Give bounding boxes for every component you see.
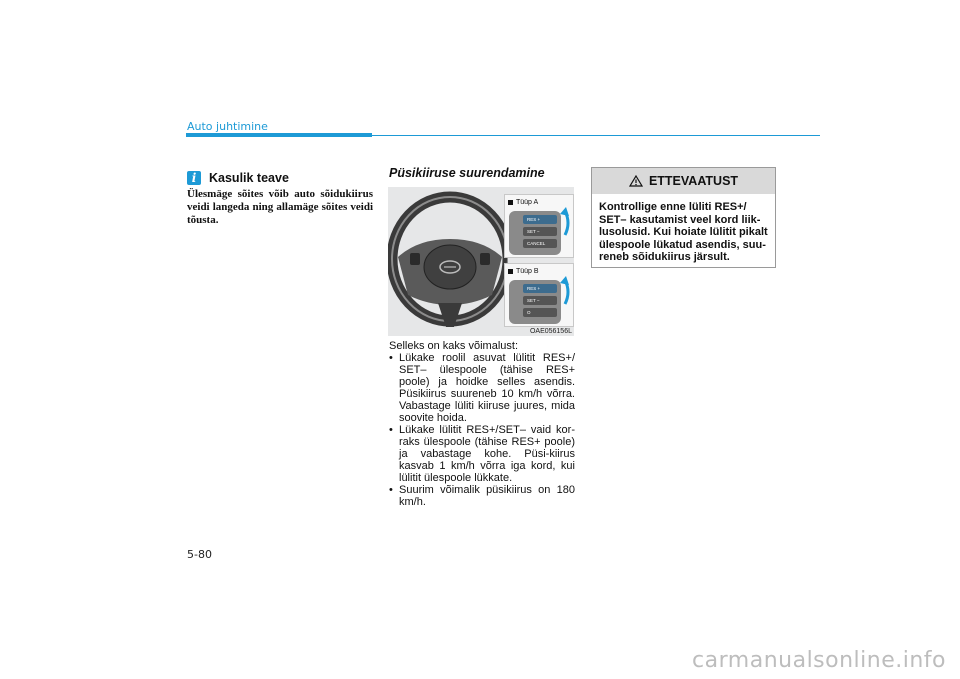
page-number: 5-80: [187, 548, 212, 561]
caution-box: [591, 167, 776, 268]
switch-inset-type-b: [504, 263, 574, 327]
section-title: Püsikiiruse suurendamine: [389, 166, 545, 180]
type-a-label: Tüüp A: [508, 199, 538, 206]
info-title: Kasulik teave: [209, 171, 289, 185]
section-intro: Selleks on kaks võimalust:: [389, 340, 518, 352]
watermark: carmanualsonline.info: [692, 648, 946, 673]
res-plus-label: RES +: [527, 286, 541, 291]
bullet-item: • Lükake roolil asuvat lülitit RES+/ SET– ülespoole (tähise RES+ poole) ja hoidke selles asendis. Püsikiirus suureneb 10 km/h võrra. Vabastage lüliti kiiruse juures, mida soovite hoida.: [389, 352, 575, 424]
section-body: [389, 340, 575, 508]
res-plus-label: RES +: [527, 217, 541, 222]
bullet-item: • Suurim võimalik püsikiirus on 180 km/h.: [389, 484, 575, 508]
cancel-label: CANCEL: [527, 241, 546, 246]
caution-header: [592, 168, 775, 194]
set-minus-label: SET −: [527, 229, 540, 234]
info-heading: [187, 171, 289, 185]
caution-title: ETTEVAATUST: [648, 174, 739, 188]
steering-wheel-figure: [388, 187, 574, 336]
o-label: O: [527, 310, 531, 315]
header-rule-thin: [372, 135, 820, 136]
type-b-label: Tüüp B: [508, 268, 539, 275]
chapter-title: Auto juhtimine: [187, 120, 268, 133]
bullet-item: • Lükake lülitit RES+/SET– vaid kor-raks ülespoole (tähise RES+ poole) ja vabastage kohe. Püsi-kiirus kasvab 1 km/h võrra iga kord, kui lülitit ülespoole lükkate.: [389, 424, 575, 484]
info-icon: i: [187, 171, 201, 185]
caution-text: Kontrollige enne lüliti RES+/ SET– kasutamist veel kord liik-lusolusid. Kui hoiate lülitit pikalt ülespoole lükatud asendis, suu-reneb sõidukiirus järsult.: [599, 201, 768, 263]
warning-triangle-icon: [629, 175, 643, 187]
switch-inset-type-a: [504, 194, 574, 258]
header-rule-thick: [186, 133, 372, 137]
set-minus-label: SET −: [527, 298, 540, 303]
info-text: Ülesmäge sõites võib auto sõidukiirus veidi langeda ning allamäge sõites veidi tõusta.: [187, 188, 373, 226]
figure-code: OAE056156L: [529, 328, 572, 335]
steering-wheel-illustration: [388, 187, 508, 336]
